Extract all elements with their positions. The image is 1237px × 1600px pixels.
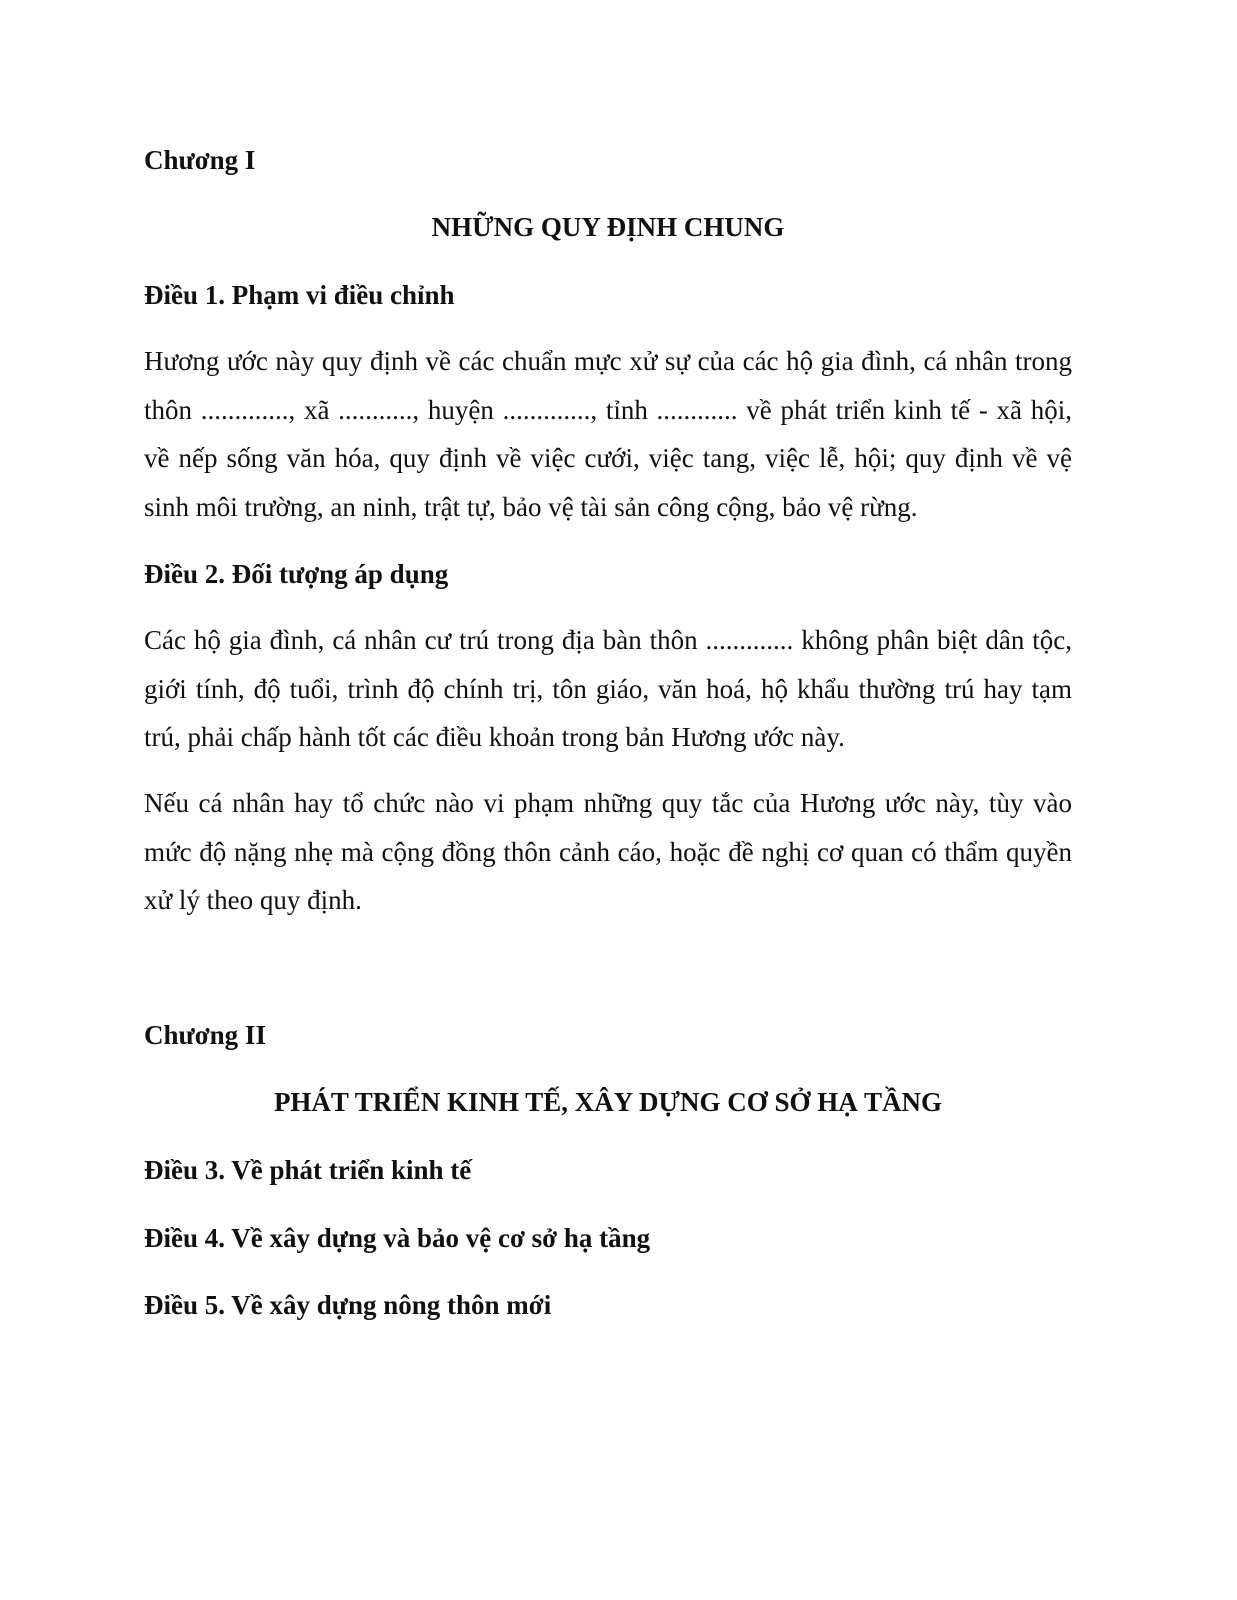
article-3-heading: Điều 3. Về phát triển kinh tế	[144, 1155, 472, 1185]
article-2-heading: Điều 2. Đối tượng áp dụng	[144, 559, 449, 589]
article-1-heading: Điều 1. Phạm vi điều chỉnh	[144, 280, 455, 310]
article-1-body: Hương ước này quy định về các chuẩn mực xử sự của các hộ gia đình, cá nhân trong thôn ............., xã ..........., huyện ............., tỉnh ............ về phát triển kinh tế - xã hội, về nếp sống văn hóa, quy định về việc cưới, việc tang, việc lễ, hội; quy định về vệ sinh môi trường, an ninh, trật tự, bảo vệ tài sản công cộng, bảo vệ rừng.	[144, 346, 1072, 522]
article-2-paragraph-1: Các hộ gia đình, cá nhân cư trú trong địa bàn thôn ............. không phân biệt dân tộc, giới tính, độ tuổi, trình độ chính trị, tôn giáo, văn hoá, hộ khẩu thường trú hay tạm trú, phải chấp hành tốt các điều khoản trong bản Hương ước này.	[144, 625, 1072, 752]
chapter-1-title: NHỮNG QUY ĐỊNH CHUNG	[431, 212, 785, 242]
chapter-2-title: PHÁT TRIỂN KINH TẾ, XÂY DỰNG CƠ SỞ HẠ TẦNG	[273, 1087, 943, 1117]
article-5-heading: Điều 5. Về xây dựng nông thôn mới	[144, 1290, 552, 1320]
chapter-1-label: Chương I	[144, 145, 256, 175]
article-2-paragraph-2: Nếu cá nhân hay tổ chức nào vi phạm những quy tắc của Hương ước này, tùy vào mức độ nặng nhẹ mà cộng đồng thôn cảnh cáo, hoặc đề nghị cơ quan có thẩm quyền xử lý theo quy định.	[144, 788, 1072, 915]
article-4-heading: Điều 4. Về xây dựng và bảo vệ cơ sở hạ tầng	[144, 1223, 651, 1253]
chapter-2-label: Chương II	[144, 1020, 266, 1050]
